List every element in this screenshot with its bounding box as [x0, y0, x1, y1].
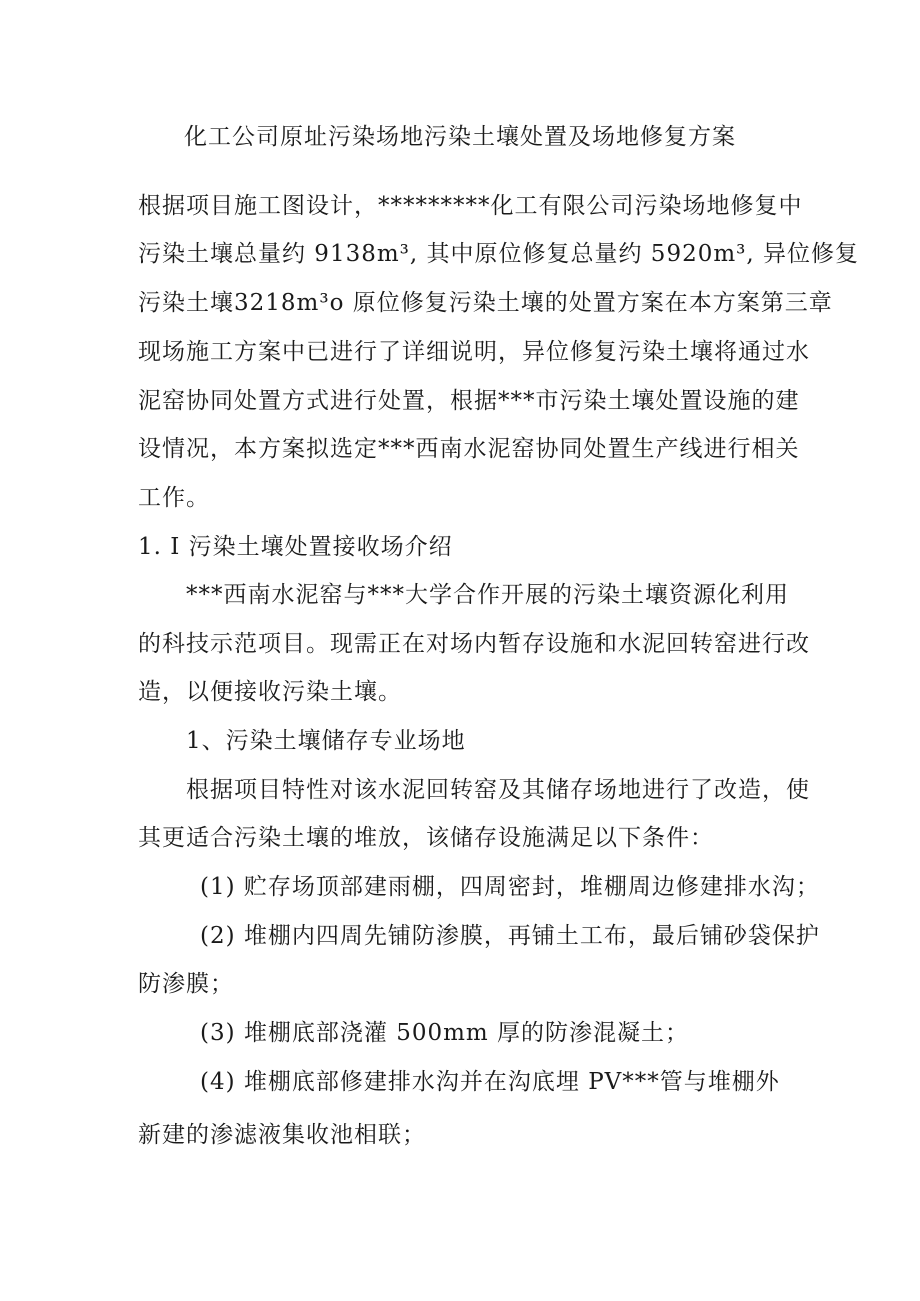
- paragraph-line: 泥窑协同处置方式进行处置，根据***市污染土壤处置设施的建: [138, 388, 800, 414]
- paragraph-line: 污染土壤3218m³o 原位修复污染土壤的处置方案在本方案第三章: [138, 290, 833, 316]
- section-heading: 1. I 污染土壤处置接收场介绍: [138, 534, 453, 560]
- paragraph-line: 工作。: [138, 485, 210, 511]
- paragraph-line: 其更适合污染土壤的堆放，该储存设施满足以下条件：: [138, 825, 714, 851]
- paragraph-line: 的科技示范项目。现需正在对场内暂存设施和水泥回转窑进行改: [138, 631, 810, 657]
- paragraph-line: 根据项目施工图设计，*********化工有限公司污染场地修复中: [138, 193, 803, 219]
- paragraph-line: 现场施工方案中已进行了详细说明，异位修复污染土壤将通过水: [138, 339, 810, 365]
- condition-item: (1) 贮存场顶部建雨棚，四周密封，堆棚周边修建排水沟；: [200, 874, 820, 900]
- paragraph-line: 根据项目特性对该水泥回转窑及其储存场地进行了改造，使: [186, 777, 810, 803]
- condition-item: (4) 堆棚底部修建排水沟并在沟底埋 PV***管与堆棚外: [200, 1069, 780, 1095]
- subheading: 1、污染土壤储存专业场地: [186, 728, 466, 754]
- condition-item-continuation: 新建的渗滤液集收池相联；: [138, 1122, 426, 1148]
- paragraph-line: 设情况，本方案拟选定***西南水泥窑协同处置生产线进行相关: [138, 436, 800, 462]
- condition-item-continuation: 防渗膜；: [138, 971, 234, 997]
- paragraph-line: 造，以便接收污染土壤。: [138, 679, 402, 705]
- condition-item: (2) 堆棚内四周先铺防渗膜，再铺土工布，最后铺砂袋保护: [200, 923, 820, 949]
- document-title: 化工公司原址污染场地污染土壤处置及场地修复方案: [184, 124, 736, 150]
- condition-item: (3) 堆棚底部浇灌 500mm 厚的防渗混凝土；: [200, 1020, 690, 1046]
- paragraph-line: 污染土壤总量约 9138m³, 其中原位修复总量约 5920m³, 异位修复: [138, 241, 859, 267]
- paragraph-line: ***西南水泥窑与***大学合作开展的污染土壤资源化利用: [186, 582, 789, 608]
